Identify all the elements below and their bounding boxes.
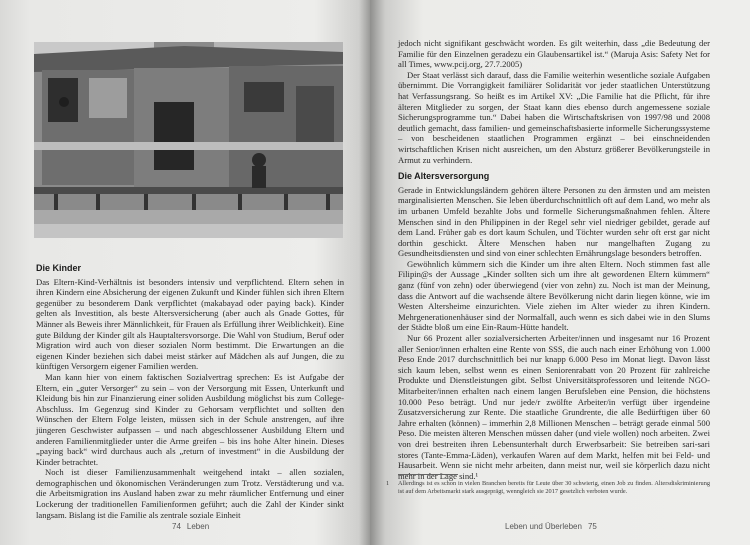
paragraph: Das Eltern-Kind-Verhältnis ist besonders intensiv und verpflichtend. Eltern sehen in ihren Kindern eine Absicherung der eigenen Zukunft und Kinder fühlen sich ihren Eltern gegenüber zu besonderem Dank verpflichtet (makabayad oder paying back). Kinder gelten als Investition, als beste Altersversicherung (aber auch als Gnade Gottes, für Männer als Beweis ihrer Männlichkeit, für Frauen als Erfüllung ihrer Weiblichkeit). Eine gute Bildung der Kinder gilt als Hauptaltersvorsorge. Die Wahl von Studium, Beruf oder Migration wird auch von dieser sozialen Norm bestimmt. Die Erwartungen an die eigenen Kinder beziehen sich dabei meist stärker auf Mädchen als auf Jungen, die zu künftigen Versorgern eigener Familien werden.	[36, 276, 344, 372]
footnote-rule	[398, 474, 458, 475]
running-title-right: Leben und Überleben	[505, 522, 582, 531]
running-title-left: Leben	[186, 522, 210, 531]
stilt-house-illustration	[34, 42, 343, 238]
section-heading-altersversorgung: Die Altersversorgung	[398, 171, 490, 182]
left-page	[0, 0, 370, 545]
footnote-number: 1	[386, 480, 390, 487]
paragraph: Gewöhnlich kümmern sich die Kinder um ihre alten Eltern. Noch stimmen fast alle Filipin@s der Aussage „Kinder sollten sich um ihre alt gewordenen Eltern kümmern“ ganz (fünf von zehn) oder überwiegend (vier von zehn) zu. Noch ist man der Meinung, dass die Antwort auf die wachsende ältere Bevölkerung nicht darin liegen könne, wie im Westen Altersheime einzurichten. Viele ziehen im Alter wieder zu ihren Kindern. Mehrgenerationenhäuser sind der Normalfall, auch wenn es sich dabei wie in den Slums der Städte bloß um eine Ein-Raum-Hütte handelt.	[398, 258, 710, 333]
photo-stilt-house	[34, 42, 343, 238]
paragraph: Der Staat verlässt sich darauf, dass die Familie weiterhin wesentliche soziale Aufgaben übernimmt. Die Vorrangigkeit familiärer Solidarität vor jeder staatlichen Unterstützung hat Verfassungsrang. So heißt es im Artikel XV: „Die Familie hat die Pflicht, für ihre älteren Mitglieder zu sorgen, der Staat kann dies ebenso durch angemessene soziale Sicherungsprogramme tun.“ Dabei haben die Wirtschaftskrisen von 1997/98 und 2008 deutlich gemacht, dass familien- und gemeinschaftsbasierte informelle Sicherungssysteme – von bescheidenen staatlichen Programmen ergänzt – bei einschneidenden wirtschaftlichen Krisen nicht ausreichen, um den Absturz größerer Bevölkerungsteile in Armut zu verhindern.	[398, 69, 710, 165]
footnote	[386, 480, 710, 495]
section-heading-kinder: Die Kinder	[36, 263, 82, 273]
footnote-text: Allerdings ist es schon in vielen Branchen bereits für Leute über 30 schwierig, einen Job zu finden. Altersdiskriminierung ist auf dem Arbeitsmarkt stark ausgeprägt, wenngleich sie 2017 gesetzlich verboten wurde.	[398, 480, 710, 495]
paragraph: Man kann hier von einem faktischen Sozialvertrag sprechen: Es ist Aufgabe der Eltern, ein „guter Versorger“ zu sein – von der Versorgung mit Essen, Unterkunft und Kleidung bis hin zur Finanzierung einer soliden Ausbildung möglichst bis zum College-Abschluss. Im Gegenzug sind Kinder zu Gehorsam verpflichtet und sollten den Wünschen der Eltern Folge leisten, müssen sich in der Schule anstrengen, auf ihre jüngeren Geschwister aufpassen – und nach abgeschlossener Ausbildung Eltern und anderen Familienmitglieder unter die Arme greifen – bis ins hohe Alter hinein. Dieses „paying back“ wird durchaus auch als „return of investment“ in die Ausbildung der Kinder betrachtet.	[36, 371, 344, 467]
paragraph: Nur 66 Prozent aller sozialversicherten Arbeiter/innen und insgesamt nur 16 Prozent aller Senior/innen erhalten eine Rente von SSS, die auch nach einer Erhöhung von 1.000 Peso Ende 2017 durchschnittlich bei nur knapp 6.000 Peso im Monat liegt. Davon lässt sich kaum leben, selbst wenn es einen Seniorenrabatt von 20 Prozent für zahlreiche Produkte und Dienstleistungen gibt. Selbst Universitätsprofessoren und leitende NGO-Mitarbeiter/innen erhalten nach einem langen Berufsleben eine Pension, die höchstens 10.000 Peso beträgt. Und nur jede/r zwölfte Arbeiter/in verfügt über irgendeine Zusatzversicherung zur Rente. Die staatliche Grundrente, die alle Bedürftigen über 60 Jahre erhalten (können) – immerhin 2,8 Millionen Menschen – beträgt gerade einmal 500 Peso. Die meisten älteren Menschen müssen daher (und viele wollen) noch arbeiten. Zwei von drei bestreiten ihren Lebensunterhalt durch Erwerbsarbeit: Sie betreiben sari-sari stores (Tante-Emma-Läden), verkaufen Waren auf dem Markt, helfen mit bei Feld- und Hausarbeit. Wenn sie nicht mehr arbeiten, dann meist nur, weil sie körperlich dazu nicht mehr in der Lage sind.¹	[398, 333, 710, 481]
right-folio	[505, 522, 597, 531]
left-column	[36, 263, 344, 520]
page-number-left: 74	[172, 522, 181, 531]
right-page	[370, 0, 750, 545]
paragraph: Gerade in Entwicklungsländern gehören ältere Personen zu den ärmsten und am meisten marginalisierten Menschen. Sie leben überdurchschnittlich oft auf dem Land, wo mehr als im urbanen Umfeld bezahlte Jobs und formelle Sicherungsmaßnahmen fehlen. Ältere Menschen sind in den Philippinen in der Regel sehr viel niedriger gebildet, gerade auf dem Land. Früher gab es dort kaum Schulen, und Töchter wurden sehr oft erst gar nicht dorthin geschickt. Ältere Menschen haben nur mangelhaften Zugang zu Gesundheitsdiensten und sind von einer schlechten Ernährungslage besonders betroffen.	[398, 184, 710, 259]
left-folio	[172, 522, 209, 531]
right-column	[398, 38, 710, 481]
page-number-right: 75	[587, 522, 597, 531]
paragraph: jedoch nicht signifikant geschwächt worden. Es gilt weiterhin, dass „die Bedeutung der Familie für den Einzelnen geradezu ein Glaubensartikel ist.“ (Maruja Asis: Safety Net for all Times, www.pcij.org, 27.7.2005)	[398, 38, 710, 70]
paragraph: Noch ist dieser Familienzusammenhalt weitgehend intakt – allen sozialen, demographischen und ökonomischen Veränderungen zum Trotz. Verstädterung und v.a. die Arbeitsmigration ins Ausland haben zwar zu mehr räumlicher Entfernung und einer Lockerung der traditionellen Familienformen geführt; auch die Zahl der Kinder sinkt langsam. Bislang ist die Familie als zentrale soziale Einheit	[36, 467, 344, 520]
